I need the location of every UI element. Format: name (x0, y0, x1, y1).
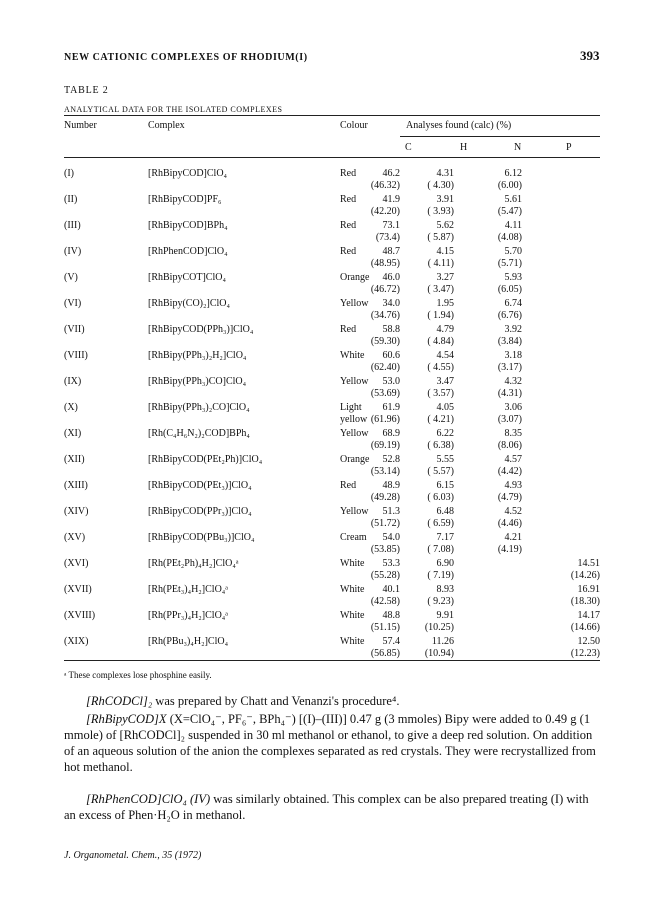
c-found: 46.2 (382, 168, 400, 179)
compound-number: (XIV) (64, 506, 89, 517)
n-calc: (4.42) (497, 466, 522, 477)
c-calc: (61.96) (370, 414, 400, 425)
complex-formula: [RhBipyCOD(PEt₂Ph)]ClO₄ (148, 454, 263, 465)
colour-value: Yellow (340, 428, 369, 439)
c-found: 48.8 (382, 610, 400, 621)
c-calc: (53.69) (370, 388, 400, 399)
complex-formula: [RhBipyCOD(PBu₃)]ClO₄ (148, 532, 255, 543)
n-calc: (4.79) (497, 492, 522, 503)
c-calc: (46.72) (370, 284, 400, 295)
table-row (0, 636, 672, 662)
compound-number: (III) (64, 220, 81, 231)
c-calc: (42.58) (370, 596, 400, 607)
header-bottom-rule (64, 157, 600, 158)
colour-value: Red (340, 480, 357, 491)
n-found: 4.57 (504, 454, 522, 465)
c-found: 46.0 (382, 272, 400, 283)
n-calc: (5.71) (497, 258, 522, 269)
n-calc: (4.08) (497, 232, 522, 243)
n-found: 5.93 (504, 272, 522, 283)
n-calc: (3.17) (497, 362, 522, 373)
complex-formula: [Rh(C₄H₆N₂)₂COD]BPh₄ (148, 428, 250, 439)
complex-formula: [RhBipyCOD(PPr₃)]ClO₄ (148, 506, 252, 517)
compound-number: (I) (64, 168, 74, 179)
c-found: 73.1 (382, 220, 400, 231)
page-number: 393 (580, 48, 600, 63)
colour-value: White (340, 636, 365, 647)
c-found: 58.8 (382, 324, 400, 335)
h-found: 4.15 (436, 246, 454, 257)
p-calc: (14.26) (570, 570, 600, 581)
n-calc: (6.76) (497, 310, 522, 321)
h-calc: ( 4.21) (427, 414, 454, 425)
colour-value: Orange (340, 454, 370, 465)
h-calc: ( 4.11) (427, 258, 454, 269)
h-calc: (10.94) (424, 648, 454, 659)
colour-value: Red (340, 194, 357, 205)
colour-value: Red (340, 220, 357, 231)
table-row (0, 350, 672, 376)
n-found: 4.21 (504, 532, 522, 543)
p-found: 12.50 (577, 636, 600, 647)
c-found: 52.8 (382, 454, 400, 465)
header-colour: Colour (340, 120, 368, 131)
table-caption: ANALYTICAL DATA FOR THE ISOLATED COMPLEXES (64, 105, 283, 114)
h-found: 6.90 (436, 558, 454, 569)
header-h: H (460, 142, 468, 153)
h-found: 4.31 (436, 168, 454, 179)
table-row (0, 532, 672, 558)
compound-number: (II) (64, 194, 78, 205)
h-calc: ( 7.08) (427, 544, 454, 555)
colour-value: Yellow (340, 506, 369, 517)
p-found: 14.17 (577, 610, 600, 621)
n-calc: (4.19) (497, 544, 522, 555)
complex-formula: [RhBipy(PPh₃)₂H₂]ClO₄ (148, 350, 247, 361)
c-calc: (56.85) (370, 648, 400, 659)
colour-value: Cream (340, 532, 367, 543)
table-row (0, 428, 672, 454)
compound-number: (XVI) (64, 558, 89, 569)
h-found: 4.05 (436, 402, 454, 413)
h-calc: ( 5.57) (427, 466, 454, 477)
h-found: 5.62 (436, 220, 454, 231)
p-calc: (12.23) (570, 648, 600, 659)
header-complex: Complex (148, 120, 185, 131)
table-row (0, 402, 672, 428)
p-found: 14.51 (577, 558, 600, 569)
p-calc: (18.30) (570, 596, 600, 607)
compound-number: (XVIII) (64, 610, 96, 621)
header-number: Number (64, 120, 97, 131)
h-found: 6.22 (436, 428, 454, 439)
n-found: 5.70 (504, 246, 522, 257)
complex-formula: [Rh(PEt₃)₄H₂]ClO₄ᵃ (148, 584, 229, 595)
n-calc: (8.06) (497, 440, 522, 451)
h-found: 4.54 (436, 350, 454, 361)
h-found: 8.93 (436, 584, 454, 595)
compound-number: (XIX) (64, 636, 89, 647)
table-bottom-rule (64, 660, 600, 661)
complex-formula: [Rh(PBu₃)₄H₂]ClO₄ (148, 636, 229, 647)
c-calc: (59.30) (370, 336, 400, 347)
c-found: 40.1 (382, 584, 400, 595)
c-calc: (48.95) (370, 258, 400, 269)
paragraph-2-lead: [RhBipyCOD]X (86, 712, 167, 726)
table-row (0, 220, 672, 246)
c-calc: (55.28) (370, 570, 400, 581)
colour-value: White (340, 350, 365, 361)
colour-value: yellow (340, 414, 368, 425)
complex-formula: [RhBipyCOD]BPh₄ (148, 220, 228, 231)
complex-formula: [RhPhenCOD]ClO₄ (148, 246, 228, 257)
table-row (0, 584, 672, 610)
c-found: 53.3 (382, 558, 400, 569)
h-calc: ( 4.30) (427, 180, 454, 191)
complex-formula: [Rh(PEt₂Ph)₄H₂]ClO₄ᵃ (148, 558, 239, 569)
paragraph-3-text: was similarly obtained. This complex can be also prepared treating (I) with an excess of Phen·H₂O in methanol. (64, 792, 589, 822)
paragraph-3-lead: [RhPhenCOD]ClO₄ (IV) (86, 792, 211, 806)
colour-value: White (340, 558, 365, 569)
complex-formula: [RhBipyCOD]PF₆ (148, 194, 222, 205)
table-row (0, 324, 672, 350)
c-calc: (42.20) (370, 206, 400, 217)
h-calc: ( 7.19) (427, 570, 454, 581)
n-calc: (3.84) (497, 336, 522, 347)
table-label: TABLE 2 (64, 85, 109, 96)
p-found: 16.91 (577, 584, 600, 595)
compound-number: (XV) (64, 532, 86, 543)
complex-formula: [RhBipy(PPh₃)₂CO]ClO₄ (148, 402, 250, 413)
h-found: 6.48 (436, 506, 454, 517)
compound-number: (XII) (64, 454, 85, 465)
paragraph-2 (64, 711, 600, 775)
header-n: N (514, 142, 522, 153)
complex-formula: [RhBipy(CO)₂]ClO₄ (148, 298, 230, 309)
h-found: 11.26 (431, 636, 454, 647)
h-calc: ( 9.23) (427, 596, 454, 607)
n-found: 4.11 (504, 220, 522, 231)
compound-number: (VII) (64, 324, 85, 335)
n-found: 6.12 (504, 168, 522, 179)
n-found: 3.18 (504, 350, 522, 361)
colour-value: Orange (340, 272, 370, 283)
colour-value: White (340, 610, 365, 621)
h-calc: ( 1.94) (427, 310, 454, 321)
c-calc: (73.4) (375, 232, 400, 243)
c-found: 57.4 (382, 636, 400, 647)
header-p: P (566, 142, 572, 153)
c-calc: (51.72) (370, 518, 400, 529)
complex-formula: [Rh(PPr₃)₄H₂]ClO₄ᵃ (148, 610, 229, 621)
h-calc: (10.25) (424, 622, 454, 633)
h-calc: ( 3.93) (427, 206, 454, 217)
c-calc: (34.76) (370, 310, 400, 321)
compound-number: (IV) (64, 246, 82, 257)
n-calc: (5.47) (497, 206, 522, 217)
n-found: 5.61 (504, 194, 522, 205)
header-c: C (405, 142, 412, 153)
complex-formula: [RhBipyCOD]ClO₄ (148, 168, 228, 179)
paragraph-1 (64, 693, 600, 709)
c-calc: (53.85) (370, 544, 400, 555)
n-calc: (3.07) (497, 414, 522, 425)
h-found: 5.55 (436, 454, 454, 465)
complex-formula: [RhBipy(PPh₃)CO]ClO₄ (148, 376, 247, 387)
compound-number: (VIII) (64, 350, 88, 361)
n-calc: (4.31) (497, 388, 522, 399)
c-found: 51.3 (382, 506, 400, 517)
paragraph-1-text: was prepared by Chatt and Venanzi's procedure⁴. (152, 694, 400, 708)
header-analyses: Analyses found (calc) (%) (406, 120, 512, 131)
c-found: 48.9 (382, 480, 400, 491)
n-found: 4.52 (504, 506, 522, 517)
c-calc: (49.28) (370, 492, 400, 503)
c-calc: (69.19) (370, 440, 400, 451)
table-row (0, 376, 672, 402)
h-found: 7.17 (436, 532, 454, 543)
table-row (0, 454, 672, 480)
h-found: 9.91 (436, 610, 454, 621)
h-calc: ( 3.47) (427, 284, 454, 295)
colour-value: Light (340, 402, 362, 413)
colour-value: Red (340, 246, 357, 257)
n-calc: (6.05) (497, 284, 522, 295)
colour-value: Yellow (340, 298, 369, 309)
table-row (0, 168, 672, 194)
h-found: 6.15 (436, 480, 454, 491)
compound-number: (XI) (64, 428, 82, 439)
paragraph-2-text: (X=ClO₄⁻, PF₆⁻, BPh₄⁻) [(I)–(III)] 0.47 g (3 mmoles) Bipy were added to 0.49 g (1 mmole) of [RhCODCl]₂ suspended in 30 ml methanol or ethanol, to give a deep red solution. On addition of an aqueous solution of the anion the complexes separated as red crystals. They were recrystallized from hot methanol. (64, 712, 596, 774)
c-calc: (53.14) (370, 466, 400, 477)
h-calc: ( 3.57) (427, 388, 454, 399)
compound-number: (XVII) (64, 584, 92, 595)
compound-number: (X) (64, 402, 78, 413)
compound-number: (XIII) (64, 480, 88, 491)
n-found: 4.32 (504, 376, 522, 387)
n-found: 3.06 (504, 402, 522, 413)
c-found: 61.9 (382, 402, 400, 413)
table-row (0, 558, 672, 584)
h-calc: ( 4.55) (427, 362, 454, 373)
c-found: 60.6 (382, 350, 400, 361)
paragraph-3 (64, 791, 600, 823)
c-found: 54.0 (382, 532, 400, 543)
colour-value: Yellow (340, 376, 369, 387)
complex-formula: [RhBipyCOT]ClO₄ (148, 272, 226, 283)
paragraph-1-lead: [RhCODCl]₂ (86, 694, 153, 708)
h-found: 1.95 (436, 298, 454, 309)
c-found: 48.7 (382, 246, 400, 257)
h-calc: ( 6.38) (427, 440, 454, 451)
n-found: 8.35 (504, 428, 522, 439)
complex-formula: [RhBipyCOD(PEt₃)]ClO₄ (148, 480, 252, 491)
h-found: 4.79 (436, 324, 454, 335)
compound-number: (V) (64, 272, 78, 283)
complex-formula: [RhBipyCOD(PPh₃)]ClO₄ (148, 324, 254, 335)
table-top-rule (64, 115, 600, 116)
c-calc: (46.32) (370, 180, 400, 191)
h-calc: ( 6.03) (427, 492, 454, 503)
p-calc: (14.66) (570, 622, 600, 633)
c-found: 53.0 (382, 376, 400, 387)
c-found: 41.9 (382, 194, 400, 205)
table-row (0, 610, 672, 636)
n-found: 4.93 (504, 480, 522, 491)
n-found: 6.74 (504, 298, 522, 309)
h-found: 3.27 (436, 272, 454, 283)
compound-number: (VI) (64, 298, 82, 309)
table-row (0, 298, 672, 324)
h-calc: ( 5.87) (427, 232, 454, 243)
c-calc: (62.40) (370, 362, 400, 373)
colour-value: White (340, 584, 365, 595)
colour-value: Red (340, 168, 357, 179)
table-footnote: ᵃ These complexes lose phosphine easily. (64, 670, 212, 680)
c-calc: (51.15) (370, 622, 400, 633)
table-row (0, 194, 672, 220)
table-row (0, 506, 672, 532)
table-row (0, 272, 672, 298)
c-found: 34.0 (382, 298, 400, 309)
n-calc: (6.00) (497, 180, 522, 191)
h-found: 3.91 (436, 194, 454, 205)
c-found: 68.9 (382, 428, 400, 439)
running-head: NEW CATIONIC COMPLEXES OF RHODIUM(I) (64, 52, 308, 63)
table-row (0, 246, 672, 272)
analyses-subrule (400, 136, 600, 137)
colour-value: Red (340, 324, 357, 335)
n-calc: (4.46) (497, 518, 522, 529)
n-found: 3.92 (504, 324, 522, 335)
compound-number: (IX) (64, 376, 82, 387)
h-calc: ( 4.84) (427, 336, 454, 347)
journal-reference: J. Organometal. Chem., 35 (1972) (64, 850, 202, 861)
h-calc: ( 6.59) (427, 518, 454, 529)
h-found: 3.47 (436, 376, 454, 387)
table-row (0, 480, 672, 506)
